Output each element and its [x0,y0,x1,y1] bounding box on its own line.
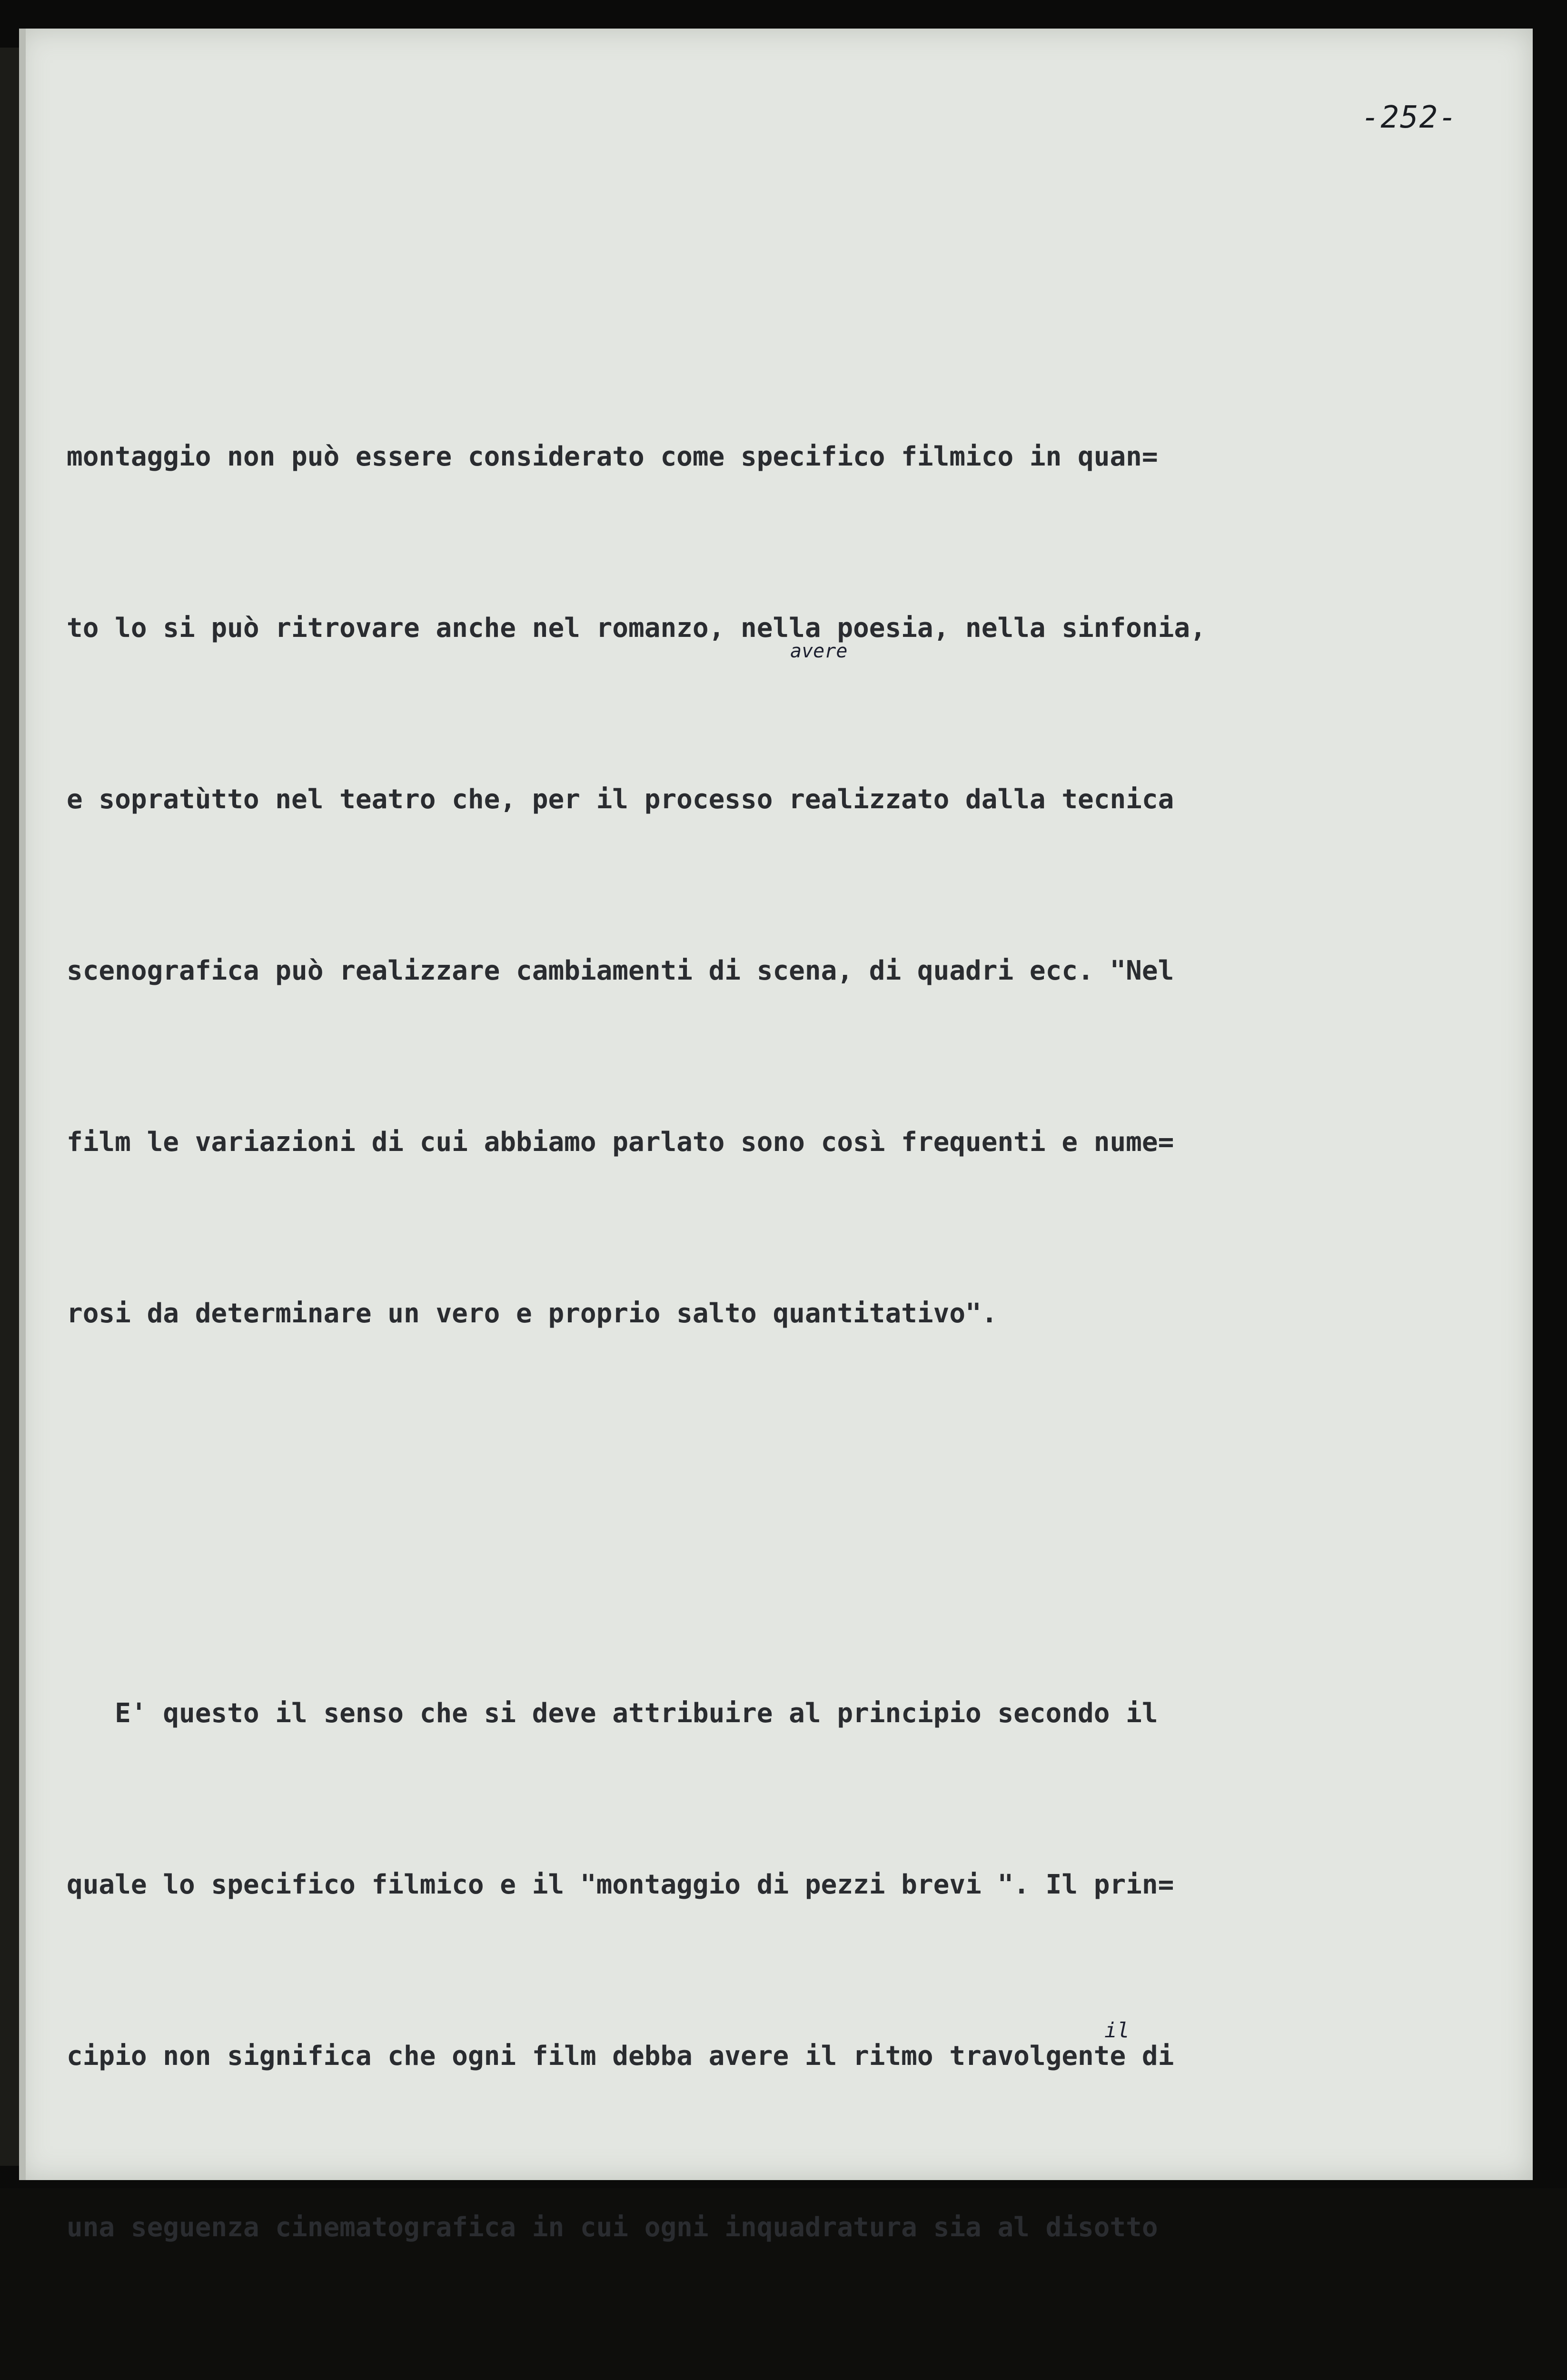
text-line: quale lo specifico filmico e il "montaggio di pezzi brevi ". Il prin= [67,1869,1174,1900]
text-line: rosi da determinare un vero e proprio salto quantitativo". [67,1298,998,1329]
text-line: cipio non significa che ogni film debba avere il ritmo travolgente di [67,2041,1174,2072]
body-text [67,200,1476,2380]
text-line: to lo si può ritrovare anche nel romanzo, nella poesia, nella sinfonia, [67,613,1206,644]
paragraph-2 [67,1571,1476,2380]
text-line: film le variazioni di cui abbiamo parlato sono così frequenti e nume= [67,1127,1174,1158]
paragraph-1 [67,314,1476,1457]
binding-shadow [0,48,19,2166]
handwritten-correction-il: il [1104,2018,1130,2043]
text-line: scenografica può realizzare cambiamenti di scena, di quadri ecc. "Nel [67,955,1174,986]
text-line: e sopratùtto nel teatro che, per il processo realizzato dalla tecnica [67,784,1174,815]
text-line: montaggio non può essere considerato come specifico filmico in quan= [67,441,1158,472]
text-line: una seguenza cinematografica in cui ogni inquadratura sia al disotto [67,2212,1158,2243]
text-line [67,2370,1476,2380]
page-number: -252- [1361,100,1458,135]
page-edge [19,29,26,2180]
handwritten-correction-avere: avere [790,640,848,662]
text-line: E' questo il senso che si deve attribuire al principio secondo il [67,1698,1158,1729]
